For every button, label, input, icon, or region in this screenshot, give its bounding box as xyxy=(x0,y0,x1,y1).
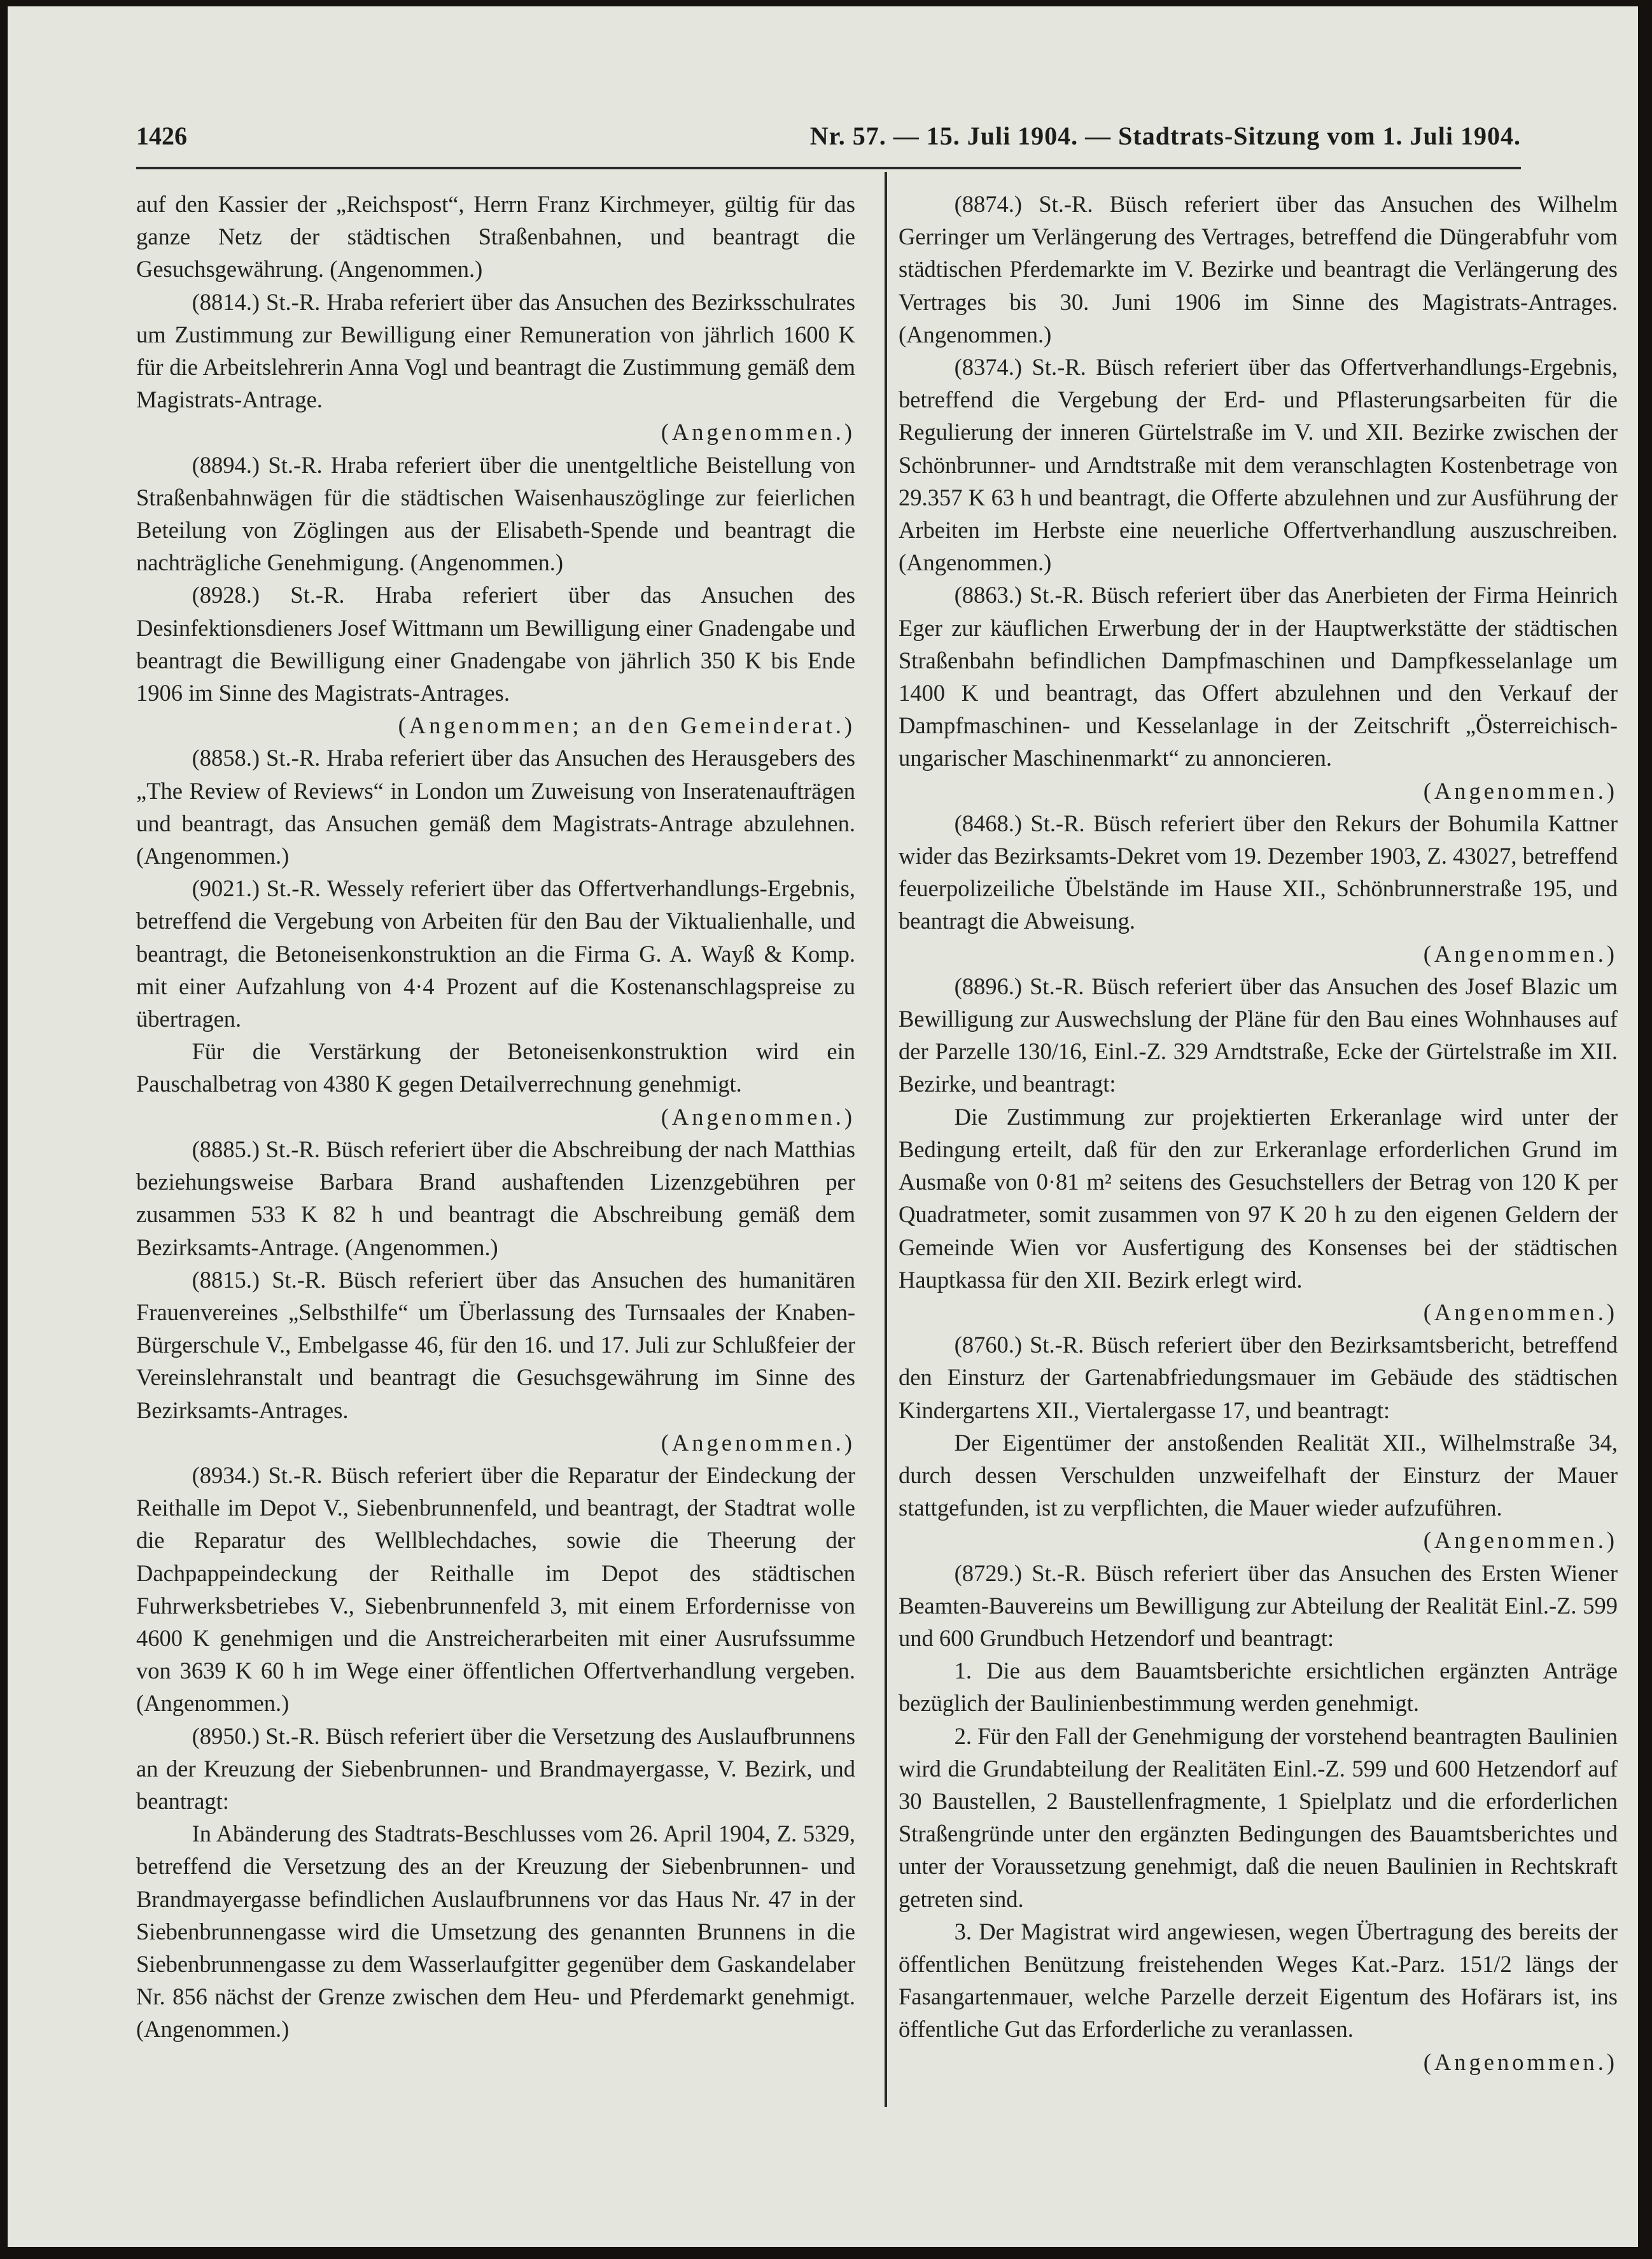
resolution-verdict: (Angenommen.) xyxy=(1423,2048,1618,2075)
resolution-verdict: (Angenommen.) xyxy=(1423,777,1618,804)
agenda-item-paragraph: (8863.) St.-R. Büsch referiert über das Anerbieten der Firma Heinrich Eger zur käuflichen Erwerbung der in der Hauptwerkstätte der städtischen Straßenbahn befindlichen Dampfmaschinen und Dampfkesselanlage um 1400 K und beantragt, das Offert abzulehnen und den Verkauf der Dampfmaschinen- und Kesselanlage in der Zeitschrift „Österreichisch-ungarischer Maschinenmarkt“ zu annoncieren. xyxy=(899,582,1618,771)
agenda-item-paragraph: (8894.) St.-R. Hraba referiert über die unentgeltliche Beistellung von Straßenbahnwägen für die städtischen Waisenhauszöglinge zur feierlichen Beteilung von Zöglingen aus der Elisabeth-Spende und beantragt die nachträgliche Genehmigung. (Angenommen.) xyxy=(136,451,855,576)
resolution-verdict: (Angenommen.) xyxy=(661,1429,855,1456)
agenda-item-paragraph: 3. Der Magistrat wird angewiesen, wegen Übertragung des bereits der öffentlichen Benützung freistehenden Weges Kat.-Parz. 151/2 längs der Fasangartenmauer, welche Parzelle derzeit Eigentum des Hofärars ist, ins öffentliche Gut das Erforderliche zu veranlassen. xyxy=(899,1918,1618,2043)
agenda-item-paragraph: (9021.) St.-R. Wessely referiert über das Offertverhandlungs-Ergebnis, betreffend die Vergebung von Arbeiten für den Bau der Viktualienhalle, und beantragt, die Betoneisenkonstruktion an die Firma G. A. Wayß & Komp. mit einer Aufzahlung von 4·4 Prozent auf die Kostenanschlagspreise zu übertragen. xyxy=(136,875,855,1032)
agenda-item-paragraph: (8858.) St.-R. Hraba referiert über das Ansuchen des Herausgebers des „The Review of Reviews“ in London um Zuweisung von Inseratenaufträgen und beantragt, das Ansuchen gemäß dem Magistrats-Antrage abzulehnen. (Angenommen.) xyxy=(136,745,855,869)
agenda-item-paragraph: In Abänderung des Stadtrats-Beschlusses vom 26. April 1904, Z. 5329, betreffend die Versetzung des an der Kreuzung der Siebenbrunnen- und Brandmayergasse befindlichen Auslaufbrunnens vor das Haus Nr. 47 in der Siebenbrunnengasse wird die Umsetzung des genannten Brunnens in die Siebenbrunnengasse zu dem Wasserlaufgitter gegenüber dem Gaskandelaber Nr. 856 nächst der Grenze zwischen dem Heu- und Pferdemarkt genehmigt. (Angenommen.) xyxy=(136,1820,855,2043)
page-number: 1426 xyxy=(136,122,187,150)
page-header xyxy=(136,121,1521,157)
agenda-item-paragraph: (8729.) St.-R. Büsch referiert über das Ansuchen des Ersten Wiener Beamten-Bauvereins um Bewilligung zur Abteilung der Realität Einl.-Z. 599 und 600 Grundbuch Hetzendorf und beantragt: xyxy=(899,1559,1618,1651)
agenda-item-paragraph: (8760.) St.-R. Büsch referiert über den Bezirksamtsbericht, betreffend den Einsturz der Gartenabfriedungsmauer im Gebäude des städtischen Kindergartens XII., Viertalergasse 17, und beantragt: xyxy=(899,1332,1618,1423)
right-column xyxy=(899,188,1618,2097)
header-rule xyxy=(136,167,1521,169)
resolution-verdict: (Angenommen.) xyxy=(1423,1298,1618,1325)
agenda-item-paragraph: (8934.) St.-R. Büsch referiert über die Reparatur der Eindeckung der Reithalle im Depot V., Siebenbrunnenfeld, und beantragt, der Stadtrat wolle die Reparatur des Wellblechdaches, sowie die Theerung der Dachpappeindeckung der Reithalle im Depot des städtischen Fuhrwerksbetriebes V., Siebenbrunnenfeld 3, mit einem Erfordernisse von 4600 K genehmigen und die Anstreicherarbeiten mit einer Ausrufssumme von 3639 K 60 h im Wege einer öffentlichen Offertverhandlung vergeben. (Angenommen.) xyxy=(136,1461,855,1717)
resolution-verdict: (Angenommen.) xyxy=(1423,1527,1618,1554)
agenda-item-paragraph: (8885.) St.-R. Büsch referiert über die Abschreibung der nach Matthias beziehungsweise Barbara Brand aushaftenden Lizenzgebühren per zusammen 533 K 82 h und beantragt die Abschreibung gemäß dem Bezirksamts-Antrage. (Angenommen.) xyxy=(136,1136,855,1260)
left-column xyxy=(136,188,855,2097)
agenda-item-paragraph: (8468.) St.-R. Büsch referiert über den Rekurs der Bohumila Kattner wider das Bezirksamts-Dekret vom 19. Dezember 1903, Z. 43027, betreffend feuerpolizeiliche Übelstände im Hause XII., Schönbrunnerstraße 195, und beantragt die Abweisung. xyxy=(899,810,1618,934)
agenda-item-paragraph: 2. Für den Fall der Genehmigung der vorstehend beantragten Baulinien wird die Grundabteilung der Realitäten Einl.-Z. 599 und 600 Hetzendorf auf 30 Baustellen, 2 Baustellenfragmente, 1 Spielplatz und die erforderlichen Straßengründe unter den ergänzten Bedingungen des Bauamtsberichtes und unter der Voraussetzung genehmigt, daß die neuen Baulinien in Rechtskraft getreten sind. xyxy=(899,1722,1618,1912)
agenda-item-paragraph: (8928.) St.-R. Hraba referiert über das Ansuchen des Desinfektionsdieners Josef Wittmann um Bewilligung einer Gnadengabe und beantragt die Bewilligung einer Gnadengabe von jährlich 350 K bis Ende 1906 im Sinne des Magistrats-Antrages. xyxy=(136,582,855,707)
agenda-item-paragraph: Für die Verstärkung der Betoneisenkonstruktion wird ein Pauschalbetrag von 4380 K gegen Detailverrechnung genehmigt. xyxy=(136,1038,855,1097)
agenda-item-paragraph: Der Eigentümer der anstoßenden Realität XII., Wilhelmstraße 34, durch dessen Verschulden unzweifelhaft der Einsturz der Mauer stattgefunden, ist zu verpflichten, die Mauer wieder aufzuführen. xyxy=(899,1429,1618,1521)
resolution-verdict: (Angenommen.) xyxy=(1423,940,1618,967)
resolution-verdict: (Angenommen; an den Gemeinderat.) xyxy=(398,712,855,739)
resolution-verdict: (Angenommen.) xyxy=(661,1103,855,1130)
agenda-item-paragraph: (8874.) St.-R. Büsch referiert über das Ansuchen des Wilhelm Gerringer um Verlängerung des Vertrages, betreffend die Düngerabfuhr vom städtischen Pferdemarkte im V. Bezirke und beantragt die Verlängerung des Vertrages bis 30. Juni 1906 im Sinne des Magistrats-Antrages. (Angenommen.) xyxy=(899,191,1618,348)
agenda-item-paragraph: auf den Kassier der „Reichspost“, Herrn Franz Kirchmeyer, gültig für das ganze Netz der städtischen Straßenbahnen, und beantragt die Gesuchsgewährung. (Angenommen.) xyxy=(136,191,855,283)
issue-title: Nr. 57. — 15. Juli 1904. — Stadtrats-Sitzung vom 1. Juli 1904. xyxy=(809,122,1521,150)
agenda-item-paragraph: (8815.) St.-R. Büsch referiert über das Ansuchen des humanitären Frauenvereines „Selbsthilfe“ um Überlassung des Turnsaales der Knaben-Bürgerschule V., Embelgasse 46, für den 16. und 17. Juli zur Schlußfeier der Vereinslehranstalt und beantragt die Gesuchsgewährung im Sinne des Bezirksamts-Antrages. xyxy=(136,1266,855,1423)
resolution-verdict: (Angenommen.) xyxy=(661,419,855,446)
agenda-item-paragraph: (8374.) St.-R. Büsch referiert über das Offertverhandlungs-Ergebnis, betreffend die Vergebung der Erd- und Pflasterungsarbeiten für die Regulierung der inneren Gürtelstraße im V. und XII. Bezirke zwischen der Schönbrunner- und Arndtstraße mit dem veranschlagten Kostenbetrage von 29.357 K 63 h und beantragt, die Offerte abzulehnen und zur Ausführung der Arbeiten im Herbste eine neuerliche Offertverhandlung auszuschreiben. (Angenommen.) xyxy=(899,354,1618,576)
agenda-item-paragraph: (8950.) St.-R. Büsch referiert über die Versetzung des Auslaufbrunnens an der Kreuzung der Siebenbrunnen- und Brandmayergasse, V. Bezirk, und beantragt: xyxy=(136,1722,855,1814)
agenda-item-paragraph: (8896.) St.-R. Büsch referiert über das Ansuchen des Josef Blazic um Bewilligung zur Auswechslung der Pläne für den Bau eines Wohnhauses auf der Parzelle 130/16, Einl.-Z. 329 Arndtstraße, Ecke der Gürtelstraße im XII. Bezirke, und beantragt: xyxy=(899,973,1618,1097)
agenda-item-paragraph: 1. Die aus dem Bauamtsberichte ersichtlichen ergänzten Anträge bezüglich der Baulinienbestimmung werden genehmigt. xyxy=(899,1657,1618,1717)
agenda-item-paragraph: (8814.) St.-R. Hraba referiert über das Ansuchen des Bezirksschulrates um Zustimmung zur Bewilligung einer Remuneration von jährlich 1600 K für die Arbeitslehrerin Anna Vogl und beantragt die Zustimmung gemäß dem Magistrats-Antrage. xyxy=(136,288,855,413)
column-divider xyxy=(885,172,887,2107)
agenda-item-paragraph: Die Zustimmung zur projektierten Erkeranlage wird unter der Bedingung erteilt, daß für den zur Erkeranlage erforderlichen Grund im Ausmaße von 0·81 m² seitens des Gesuchstellers der Betrag von 120 K per Quadratmeter, somit zusammen von 97 K 20 h zu den eigenen Geldern der Gemeinde Wien vor Ausfertigung des Konsenses bei der städtischen Hauptkassa für den XII. Bezirk erlegt wird. xyxy=(899,1103,1618,1293)
